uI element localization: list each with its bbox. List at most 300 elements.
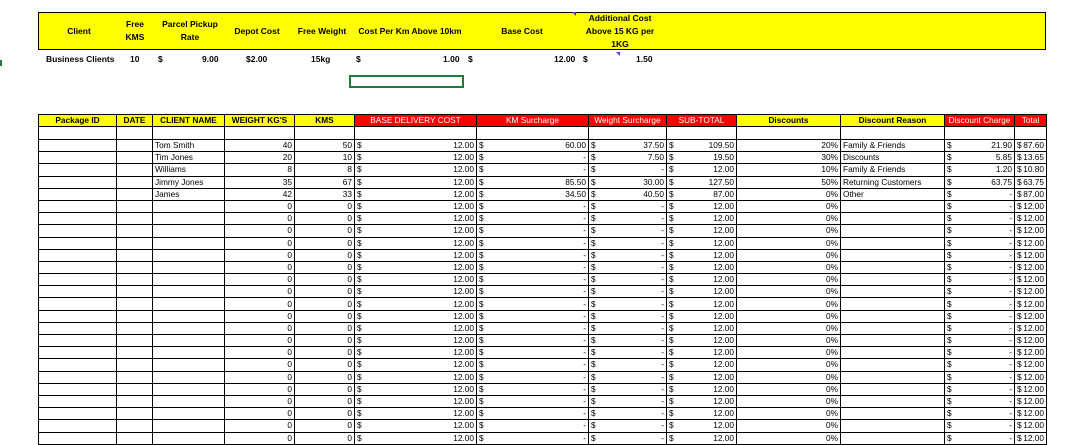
total-cell[interactable] bbox=[1015, 359, 1047, 371]
km-surcharge-cell[interactable] bbox=[477, 261, 589, 273]
km-surcharge-cell[interactable] bbox=[477, 140, 589, 152]
date-cell[interactable] bbox=[117, 225, 153, 237]
client-name-cell[interactable] bbox=[153, 383, 225, 395]
weight-surcharge-cell[interactable] bbox=[589, 261, 667, 273]
discount-charge-cell[interactable] bbox=[945, 213, 1015, 225]
client-name-cell[interactable] bbox=[153, 322, 225, 334]
discount-reason-cell[interactable]: Returning Customers bbox=[841, 176, 945, 188]
client-name-cell[interactable] bbox=[153, 213, 225, 225]
discount-reason-cell[interactable] bbox=[841, 383, 945, 395]
package-id-cell[interactable] bbox=[39, 335, 117, 347]
date-cell[interactable] bbox=[117, 176, 153, 188]
sub-total-cell[interactable] bbox=[667, 408, 737, 420]
kms-cell[interactable]: 67 bbox=[295, 176, 355, 188]
weight-cell[interactable]: 0 bbox=[225, 359, 295, 371]
sub-total-cell[interactable] bbox=[667, 347, 737, 359]
date-cell[interactable] bbox=[117, 395, 153, 407]
discount-reason-cell[interactable] bbox=[841, 249, 945, 261]
sub-total-cell[interactable] bbox=[667, 298, 737, 310]
base-delivery-cell[interactable] bbox=[355, 176, 477, 188]
discount-cell[interactable]: 0% bbox=[737, 371, 841, 383]
base-delivery-cell[interactable] bbox=[355, 408, 477, 420]
total-cell[interactable] bbox=[1015, 188, 1047, 200]
total-cell[interactable] bbox=[1015, 213, 1047, 225]
km-surcharge-cell[interactable] bbox=[477, 371, 589, 383]
package-id-cell[interactable] bbox=[39, 237, 117, 249]
discount-charge-cell[interactable] bbox=[945, 176, 1015, 188]
weight-surcharge-cell[interactable] bbox=[589, 188, 667, 200]
cell[interactable] bbox=[295, 127, 355, 140]
kms-cell[interactable]: 0 bbox=[295, 335, 355, 347]
discount-reason-cell[interactable] bbox=[841, 359, 945, 371]
base-delivery-cell[interactable] bbox=[355, 261, 477, 273]
weight-surcharge-cell[interactable] bbox=[589, 408, 667, 420]
kms-cell[interactable]: 0 bbox=[295, 261, 355, 273]
total-cell[interactable] bbox=[1015, 335, 1047, 347]
discount-reason-cell[interactable] bbox=[841, 237, 945, 249]
client-name-cell[interactable] bbox=[153, 395, 225, 407]
sub-total-cell[interactable] bbox=[667, 310, 737, 322]
weight-cell[interactable]: 0 bbox=[225, 261, 295, 273]
sub-total-cell[interactable] bbox=[667, 152, 737, 164]
kms-cell[interactable]: 0 bbox=[295, 371, 355, 383]
client-name-cell[interactable] bbox=[153, 432, 225, 444]
sub-total-cell[interactable] bbox=[667, 261, 737, 273]
package-id-cell[interactable] bbox=[39, 395, 117, 407]
client-name-cell[interactable] bbox=[153, 347, 225, 359]
discount-charge-cell[interactable] bbox=[945, 322, 1015, 334]
package-id-cell[interactable] bbox=[39, 225, 117, 237]
client-name-cell[interactable] bbox=[153, 237, 225, 249]
discount-cell[interactable]: 0% bbox=[737, 408, 841, 420]
discount-reason-cell[interactable] bbox=[841, 274, 945, 286]
kms-cell[interactable]: 8 bbox=[295, 164, 355, 176]
discount-charge-cell[interactable] bbox=[945, 371, 1015, 383]
base-delivery-cell[interactable] bbox=[355, 335, 477, 347]
cell[interactable] bbox=[945, 127, 1015, 140]
client-name-cell[interactable] bbox=[153, 200, 225, 212]
km-surcharge-cell[interactable] bbox=[477, 286, 589, 298]
discount-reason-cell[interactable] bbox=[841, 322, 945, 334]
discount-reason-cell[interactable] bbox=[841, 420, 945, 432]
discount-charge-cell[interactable] bbox=[945, 347, 1015, 359]
date-cell[interactable] bbox=[117, 237, 153, 249]
client-name-cell[interactable] bbox=[153, 310, 225, 322]
package-id-cell[interactable] bbox=[39, 249, 117, 261]
discount-reason-cell[interactable] bbox=[841, 408, 945, 420]
header-free-weight[interactable]: Free Weight bbox=[297, 25, 347, 36]
weight-surcharge-cell[interactable] bbox=[589, 274, 667, 286]
weight-surcharge-cell[interactable] bbox=[589, 322, 667, 334]
discount-reason-cell[interactable] bbox=[841, 371, 945, 383]
discount-charge-cell[interactable] bbox=[945, 188, 1015, 200]
base-delivery-cell[interactable] bbox=[355, 152, 477, 164]
km-surcharge-cell[interactable] bbox=[477, 225, 589, 237]
col-client-name[interactable]: CLIENT NAME bbox=[153, 115, 225, 127]
weight-cell[interactable]: 42 bbox=[225, 188, 295, 200]
date-cell[interactable] bbox=[117, 371, 153, 383]
comment-indicator-icon[interactable] bbox=[572, 12, 576, 16]
cell[interactable] bbox=[355, 127, 477, 140]
package-id-cell[interactable] bbox=[39, 310, 117, 322]
cell[interactable] bbox=[117, 127, 153, 140]
cell[interactable] bbox=[667, 127, 737, 140]
client-name-cell[interactable] bbox=[153, 408, 225, 420]
weight-surcharge-cell[interactable] bbox=[589, 140, 667, 152]
kms-cell[interactable]: 0 bbox=[295, 225, 355, 237]
date-cell[interactable] bbox=[117, 359, 153, 371]
sub-total-cell[interactable] bbox=[667, 335, 737, 347]
base-delivery-cell[interactable] bbox=[355, 140, 477, 152]
discount-charge-cell[interactable] bbox=[945, 383, 1015, 395]
value-free-weight[interactable]: 15kg bbox=[311, 54, 331, 64]
kms-cell[interactable]: 0 bbox=[295, 420, 355, 432]
base-delivery-cell[interactable] bbox=[355, 371, 477, 383]
date-cell[interactable] bbox=[117, 347, 153, 359]
date-cell[interactable] bbox=[117, 249, 153, 261]
weight-surcharge-cell[interactable] bbox=[589, 359, 667, 371]
date-cell[interactable] bbox=[117, 286, 153, 298]
package-id-cell[interactable] bbox=[39, 164, 117, 176]
package-id-cell[interactable] bbox=[39, 420, 117, 432]
package-id-cell[interactable] bbox=[39, 200, 117, 212]
km-surcharge-cell[interactable] bbox=[477, 274, 589, 286]
kms-cell[interactable]: 0 bbox=[295, 200, 355, 212]
sub-total-cell[interactable] bbox=[667, 371, 737, 383]
value-pickup-rate[interactable]: 9.00 bbox=[202, 54, 219, 64]
package-id-cell[interactable] bbox=[39, 152, 117, 164]
col-weight[interactable]: WEIGHT KG'S bbox=[225, 115, 295, 127]
package-id-cell[interactable] bbox=[39, 188, 117, 200]
discount-cell[interactable]: 0% bbox=[737, 335, 841, 347]
header-cost-per-km[interactable]: Cost Per Km Above 10km bbox=[358, 25, 462, 36]
discount-cell[interactable]: 0% bbox=[737, 188, 841, 200]
package-id-cell[interactable] bbox=[39, 274, 117, 286]
weight-cell[interactable]: 8 bbox=[225, 164, 295, 176]
header-additional-cost[interactable]: Additional Cost Above 15 KG per 1KG bbox=[585, 12, 655, 49]
weight-surcharge-cell[interactable] bbox=[589, 164, 667, 176]
col-discounts[interactable]: Discounts bbox=[737, 115, 841, 127]
value-base-cost[interactable]: 12.00 bbox=[554, 54, 576, 64]
kms-cell[interactable]: 0 bbox=[295, 395, 355, 407]
discount-cell[interactable]: 0% bbox=[737, 200, 841, 212]
col-kms[interactable]: KMS bbox=[295, 115, 355, 127]
header-parcel-pickup-rate[interactable]: Parcel Pickup Rate bbox=[162, 19, 218, 42]
weight-surcharge-cell[interactable] bbox=[589, 237, 667, 249]
date-cell[interactable] bbox=[117, 200, 153, 212]
date-cell[interactable] bbox=[117, 383, 153, 395]
km-surcharge-cell[interactable] bbox=[477, 335, 589, 347]
header-client[interactable]: Client bbox=[67, 25, 91, 36]
discount-reason-cell[interactable]: Other bbox=[841, 188, 945, 200]
discount-reason-cell[interactable] bbox=[841, 286, 945, 298]
header-free-kms[interactable]: Free KMS bbox=[125, 19, 145, 42]
client-name-cell[interactable] bbox=[153, 274, 225, 286]
sub-total-cell[interactable] bbox=[667, 249, 737, 261]
discount-cell[interactable]: 0% bbox=[737, 347, 841, 359]
base-delivery-cell[interactable] bbox=[355, 310, 477, 322]
base-delivery-cell[interactable] bbox=[355, 286, 477, 298]
package-id-cell[interactable] bbox=[39, 298, 117, 310]
km-surcharge-cell[interactable] bbox=[477, 322, 589, 334]
discount-cell[interactable]: 0% bbox=[737, 359, 841, 371]
weight-cell[interactable]: 0 bbox=[225, 335, 295, 347]
base-delivery-cell[interactable] bbox=[355, 237, 477, 249]
date-cell[interactable] bbox=[117, 164, 153, 176]
date-cell[interactable] bbox=[117, 335, 153, 347]
cell[interactable] bbox=[225, 127, 295, 140]
weight-cell[interactable]: 35 bbox=[225, 176, 295, 188]
discount-cell[interactable]: 0% bbox=[737, 383, 841, 395]
base-delivery-cell[interactable] bbox=[355, 200, 477, 212]
package-id-cell[interactable] bbox=[39, 371, 117, 383]
weight-cell[interactable]: 0 bbox=[225, 310, 295, 322]
weight-surcharge-cell[interactable] bbox=[589, 176, 667, 188]
col-discount-charge[interactable]: Discount Charge bbox=[945, 115, 1015, 127]
date-cell[interactable] bbox=[117, 322, 153, 334]
kms-cell[interactable]: 0 bbox=[295, 322, 355, 334]
weight-surcharge-cell[interactable] bbox=[589, 371, 667, 383]
discount-reason-cell[interactable] bbox=[841, 335, 945, 347]
weight-surcharge-cell[interactable] bbox=[589, 310, 667, 322]
client-name-cell[interactable] bbox=[153, 286, 225, 298]
km-surcharge-cell[interactable] bbox=[477, 237, 589, 249]
package-id-cell[interactable] bbox=[39, 286, 117, 298]
weight-cell[interactable]: 0 bbox=[225, 274, 295, 286]
kms-cell[interactable]: 0 bbox=[295, 213, 355, 225]
discount-charge-cell[interactable] bbox=[945, 225, 1015, 237]
package-id-cell[interactable] bbox=[39, 408, 117, 420]
weight-cell[interactable]: 0 bbox=[225, 347, 295, 359]
total-cell[interactable] bbox=[1015, 347, 1047, 359]
discount-charge-cell[interactable] bbox=[945, 286, 1015, 298]
weight-cell[interactable]: 0 bbox=[225, 371, 295, 383]
cell[interactable] bbox=[153, 127, 225, 140]
base-delivery-cell[interactable] bbox=[355, 225, 477, 237]
discount-cell[interactable]: 0% bbox=[737, 249, 841, 261]
total-cell[interactable] bbox=[1015, 383, 1047, 395]
discount-charge-cell[interactable] bbox=[945, 298, 1015, 310]
total-cell[interactable] bbox=[1015, 420, 1047, 432]
discount-cell[interactable]: 0% bbox=[737, 225, 841, 237]
total-cell[interactable] bbox=[1015, 200, 1047, 212]
sub-total-cell[interactable] bbox=[667, 140, 737, 152]
col-total[interactable]: Total bbox=[1015, 115, 1047, 127]
total-cell[interactable] bbox=[1015, 176, 1047, 188]
weight-surcharge-cell[interactable] bbox=[589, 395, 667, 407]
discount-reason-cell[interactable] bbox=[841, 213, 945, 225]
client-name-cell[interactable]: James bbox=[153, 188, 225, 200]
km-surcharge-cell[interactable] bbox=[477, 188, 589, 200]
discount-charge-cell[interactable] bbox=[945, 335, 1015, 347]
discount-charge-cell[interactable] bbox=[945, 420, 1015, 432]
km-surcharge-cell[interactable] bbox=[477, 432, 589, 444]
col-weight-surcharge[interactable]: Weight Surcharge bbox=[589, 115, 667, 127]
discount-charge-cell[interactable] bbox=[945, 432, 1015, 444]
client-name-cell[interactable] bbox=[153, 249, 225, 261]
discount-charge-cell[interactable] bbox=[945, 310, 1015, 322]
kms-cell[interactable]: 10 bbox=[295, 152, 355, 164]
client-name-cell[interactable]: Williams bbox=[153, 164, 225, 176]
weight-cell[interactable]: 0 bbox=[225, 322, 295, 334]
package-id-cell[interactable] bbox=[39, 213, 117, 225]
discount-cell[interactable]: 0% bbox=[737, 261, 841, 273]
weight-surcharge-cell[interactable] bbox=[589, 286, 667, 298]
date-cell[interactable] bbox=[117, 420, 153, 432]
kms-cell[interactable]: 0 bbox=[295, 298, 355, 310]
cell[interactable] bbox=[737, 127, 841, 140]
total-cell[interactable] bbox=[1015, 310, 1047, 322]
discount-cell[interactable]: 30% bbox=[737, 152, 841, 164]
sub-total-cell[interactable] bbox=[667, 432, 737, 444]
client-name-cell[interactable] bbox=[153, 359, 225, 371]
kms-cell[interactable]: 0 bbox=[295, 432, 355, 444]
base-delivery-cell[interactable] bbox=[355, 383, 477, 395]
kms-cell[interactable]: 33 bbox=[295, 188, 355, 200]
kms-cell[interactable]: 0 bbox=[295, 310, 355, 322]
weight-cell[interactable]: 0 bbox=[225, 213, 295, 225]
km-surcharge-cell[interactable] bbox=[477, 310, 589, 322]
kms-cell[interactable]: 0 bbox=[295, 286, 355, 298]
weight-surcharge-cell[interactable] bbox=[589, 200, 667, 212]
km-surcharge-cell[interactable] bbox=[477, 298, 589, 310]
col-sub-total[interactable]: SUB-TOTAL bbox=[667, 115, 737, 127]
total-cell[interactable] bbox=[1015, 249, 1047, 261]
package-id-cell[interactable] bbox=[39, 322, 117, 334]
date-cell[interactable] bbox=[117, 310, 153, 322]
value-client[interactable]: Business Clients bbox=[46, 54, 115, 64]
km-surcharge-cell[interactable] bbox=[477, 200, 589, 212]
discount-cell[interactable]: 0% bbox=[737, 274, 841, 286]
discount-charge-cell[interactable] bbox=[945, 395, 1015, 407]
sub-total-cell[interactable] bbox=[667, 200, 737, 212]
date-cell[interactable] bbox=[117, 140, 153, 152]
cell[interactable] bbox=[477, 127, 589, 140]
date-cell[interactable] bbox=[117, 298, 153, 310]
discount-reason-cell[interactable] bbox=[841, 310, 945, 322]
client-name-cell[interactable]: Tom Smith bbox=[153, 140, 225, 152]
discount-reason-cell[interactable] bbox=[841, 298, 945, 310]
base-delivery-cell[interactable] bbox=[355, 322, 477, 334]
package-id-cell[interactable] bbox=[39, 140, 117, 152]
km-surcharge-cell[interactable] bbox=[477, 249, 589, 261]
client-name-cell[interactable] bbox=[153, 420, 225, 432]
total-cell[interactable] bbox=[1015, 298, 1047, 310]
col-discount-reason[interactable]: Discount Reason bbox=[841, 115, 945, 127]
discount-charge-cell[interactable] bbox=[945, 274, 1015, 286]
total-cell[interactable] bbox=[1015, 408, 1047, 420]
weight-cell[interactable]: 0 bbox=[225, 408, 295, 420]
col-date[interactable]: DATE bbox=[117, 115, 153, 127]
selected-cell[interactable] bbox=[349, 75, 464, 88]
kms-cell[interactable]: 0 bbox=[295, 347, 355, 359]
weight-surcharge-cell[interactable] bbox=[589, 213, 667, 225]
km-surcharge-cell[interactable] bbox=[477, 383, 589, 395]
cell[interactable] bbox=[1015, 127, 1047, 140]
base-delivery-cell[interactable] bbox=[355, 347, 477, 359]
discount-cell[interactable]: 0% bbox=[737, 310, 841, 322]
weight-cell[interactable]: 0 bbox=[225, 249, 295, 261]
client-name-cell[interactable] bbox=[153, 261, 225, 273]
col-package-id[interactable]: Package ID bbox=[39, 115, 117, 127]
kms-cell[interactable]: 0 bbox=[295, 237, 355, 249]
total-cell[interactable] bbox=[1015, 152, 1047, 164]
km-surcharge-cell[interactable] bbox=[477, 420, 589, 432]
discount-charge-cell[interactable] bbox=[945, 249, 1015, 261]
sub-total-cell[interactable] bbox=[667, 274, 737, 286]
discount-charge-cell[interactable] bbox=[945, 261, 1015, 273]
base-delivery-cell[interactable] bbox=[355, 298, 477, 310]
date-cell[interactable] bbox=[117, 274, 153, 286]
value-additional-cost[interactable]: 1.50 bbox=[636, 54, 653, 64]
col-km-surcharge[interactable]: KM Surcharge bbox=[477, 115, 589, 127]
package-id-cell[interactable] bbox=[39, 432, 117, 444]
discount-reason-cell[interactable]: Discounts bbox=[841, 152, 945, 164]
total-cell[interactable] bbox=[1015, 261, 1047, 273]
base-delivery-cell[interactable] bbox=[355, 274, 477, 286]
base-delivery-cell[interactable] bbox=[355, 395, 477, 407]
total-cell[interactable] bbox=[1015, 395, 1047, 407]
date-cell[interactable] bbox=[117, 261, 153, 273]
date-cell[interactable] bbox=[117, 188, 153, 200]
kms-cell[interactable]: 0 bbox=[295, 249, 355, 261]
sub-total-cell[interactable] bbox=[667, 420, 737, 432]
sub-total-cell[interactable] bbox=[667, 225, 737, 237]
header-depot-cost[interactable]: Depot Cost bbox=[234, 25, 280, 36]
weight-surcharge-cell[interactable] bbox=[589, 335, 667, 347]
package-id-cell[interactable] bbox=[39, 383, 117, 395]
sub-total-cell[interactable] bbox=[667, 359, 737, 371]
base-delivery-cell[interactable] bbox=[355, 249, 477, 261]
weight-cell[interactable]: 0 bbox=[225, 432, 295, 444]
sub-total-cell[interactable] bbox=[667, 237, 737, 249]
weight-cell[interactable]: 40 bbox=[225, 140, 295, 152]
km-surcharge-cell[interactable] bbox=[477, 176, 589, 188]
kms-cell[interactable]: 0 bbox=[295, 359, 355, 371]
discount-cell[interactable]: 0% bbox=[737, 432, 841, 444]
weight-cell[interactable]: 0 bbox=[225, 225, 295, 237]
client-name-cell[interactable] bbox=[153, 371, 225, 383]
discount-charge-cell[interactable] bbox=[945, 237, 1015, 249]
date-cell[interactable] bbox=[117, 213, 153, 225]
sub-total-cell[interactable] bbox=[667, 395, 737, 407]
total-cell[interactable] bbox=[1015, 164, 1047, 176]
km-surcharge-cell[interactable] bbox=[477, 395, 589, 407]
sub-total-cell[interactable] bbox=[667, 164, 737, 176]
weight-surcharge-cell[interactable] bbox=[589, 383, 667, 395]
weight-cell[interactable]: 0 bbox=[225, 286, 295, 298]
weight-surcharge-cell[interactable] bbox=[589, 298, 667, 310]
client-name-cell[interactable] bbox=[153, 335, 225, 347]
weight-cell[interactable]: 0 bbox=[225, 395, 295, 407]
weight-surcharge-cell[interactable] bbox=[589, 152, 667, 164]
total-cell[interactable] bbox=[1015, 225, 1047, 237]
weight-cell[interactable]: 0 bbox=[225, 200, 295, 212]
value-depot-cost[interactable]: $2.00 bbox=[246, 54, 268, 64]
discount-cell[interactable]: 0% bbox=[737, 420, 841, 432]
sub-total-cell[interactable] bbox=[667, 322, 737, 334]
discount-charge-cell[interactable] bbox=[945, 408, 1015, 420]
weight-surcharge-cell[interactable] bbox=[589, 420, 667, 432]
discount-cell[interactable]: 0% bbox=[737, 213, 841, 225]
weight-surcharge-cell[interactable] bbox=[589, 249, 667, 261]
km-surcharge-cell[interactable] bbox=[477, 152, 589, 164]
client-name-cell[interactable] bbox=[153, 225, 225, 237]
discount-cell[interactable]: 0% bbox=[737, 286, 841, 298]
cell[interactable] bbox=[841, 127, 945, 140]
kms-cell[interactable]: 0 bbox=[295, 408, 355, 420]
total-cell[interactable] bbox=[1015, 432, 1047, 444]
